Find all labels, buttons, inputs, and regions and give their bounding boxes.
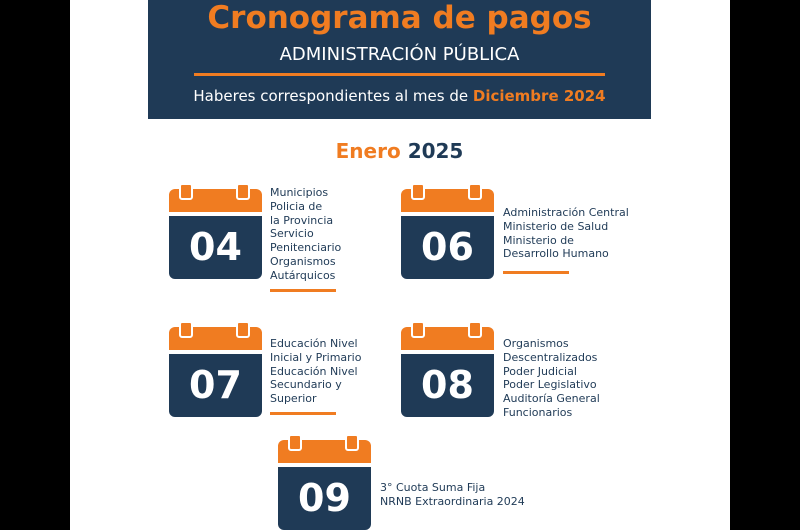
calendar-icon <box>401 183 494 279</box>
pay-day: 04 <box>189 225 242 269</box>
entry-line: Secundario y <box>270 378 342 392</box>
calendar-icon <box>278 434 371 530</box>
entry-description <box>270 337 361 406</box>
poster-title: Cronograma de pagos <box>207 0 592 36</box>
poster-header <box>148 0 651 119</box>
entry-line: Municipios <box>270 186 329 199</box>
pay-day: 08 <box>421 363 474 407</box>
left-white-gutter <box>70 0 148 530</box>
entry-line: NRNB Extraordinaria 2024 <box>380 494 525 508</box>
right-black-bar <box>730 0 800 530</box>
haberes-month: Diciembre 2024 <box>472 87 606 105</box>
entry-line: Ministerio de <box>503 233 574 247</box>
haberes-prefix: Haberes correspondientes al mes de <box>193 87 469 105</box>
month-year: 2025 <box>407 139 464 163</box>
poster-subtitle: ADMINISTRACIÓN PÚBLICA <box>279 44 520 65</box>
entry-line: Autárquicos <box>270 268 336 282</box>
entry-description <box>503 337 600 420</box>
entry-description <box>503 206 629 261</box>
right-white-gutter <box>651 0 730 530</box>
entry-line: Desarrollo Humano <box>503 247 609 261</box>
entry-line: Policia de <box>270 199 323 213</box>
entry-underline <box>270 289 336 292</box>
entry-line: Organismos <box>270 254 336 268</box>
month-heading <box>148 139 651 163</box>
entry-line: Educación Nivel <box>270 337 358 350</box>
entry-line: Superior <box>270 392 317 406</box>
entry-line: la Provincia <box>270 213 334 227</box>
header-divider <box>194 73 605 76</box>
entry-line: Poder Judicial <box>503 364 577 378</box>
entry-line: Funcionarios <box>503 405 573 419</box>
entry-line: 3° Cuota Suma Fija <box>380 481 486 494</box>
calendar-icon <box>401 321 494 417</box>
payment-schedule-poster <box>148 0 651 530</box>
calendar-icon <box>169 183 262 279</box>
pay-day: 07 <box>189 363 242 407</box>
entry-line: Penitenciario <box>270 241 342 255</box>
entry-line: Poder Legislativo <box>503 378 597 392</box>
entry-line: Servicio <box>270 227 314 241</box>
entry-line: Auditoría General <box>503 392 600 406</box>
entry-underline <box>503 271 569 274</box>
entry-description <box>380 481 525 509</box>
calendar-icon <box>169 321 262 417</box>
entry-description <box>270 186 341 283</box>
entry-line: Administración Central <box>503 206 629 219</box>
entry-line: Educación Nivel <box>270 364 358 378</box>
entry-line: Organismos <box>503 337 569 350</box>
pay-day: 09 <box>298 476 351 520</box>
entry-line: Inicial y Primario <box>270 350 362 364</box>
pay-day: 06 <box>421 225 474 269</box>
entry-underline <box>270 412 336 415</box>
entry-line: Descentralizados <box>503 350 598 364</box>
haberes-line <box>148 86 651 106</box>
entry-line: Ministerio de Salud <box>503 219 609 233</box>
month-name: Enero <box>335 139 401 163</box>
left-black-bar <box>0 0 70 530</box>
